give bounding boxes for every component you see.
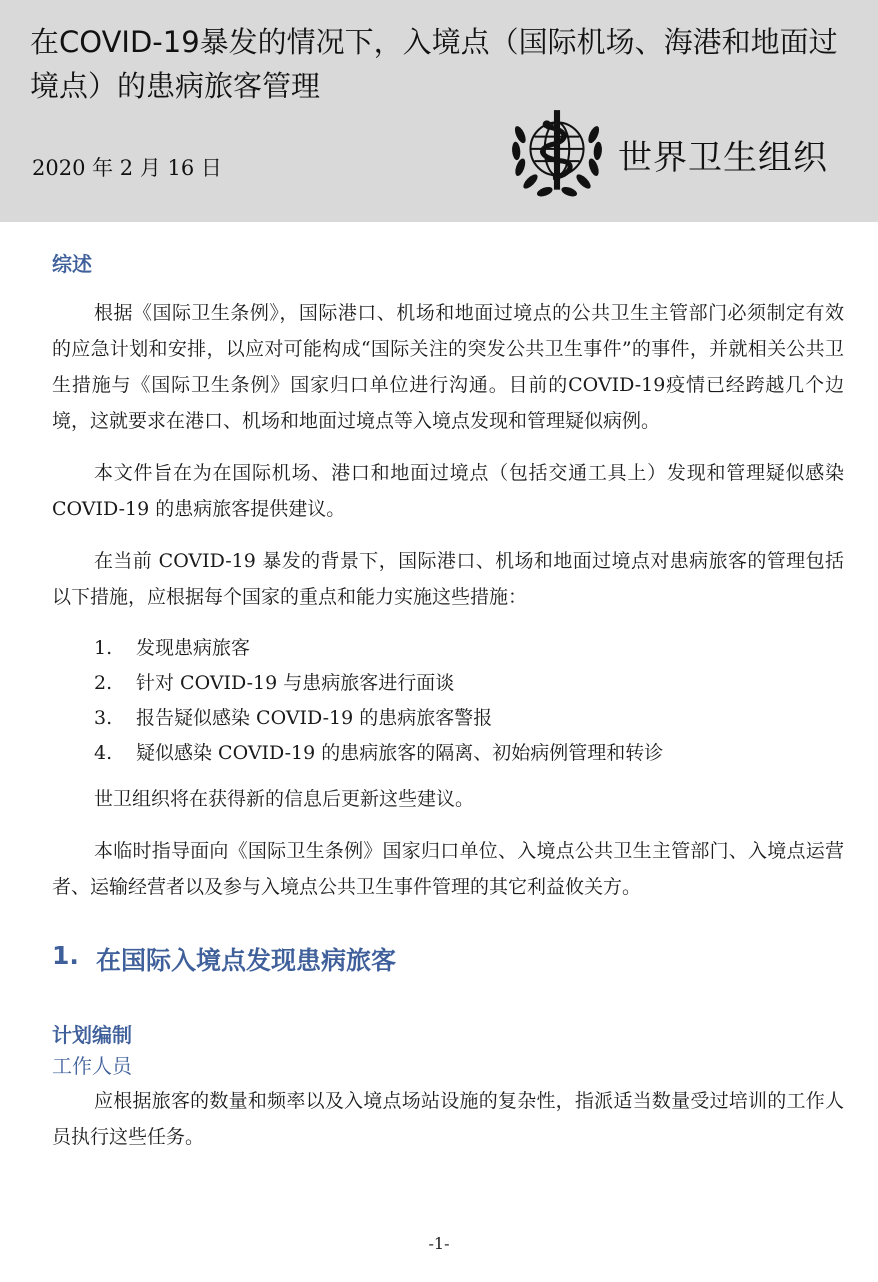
list-item-text: 疑似感染 COVID-19 的患病旅客的隔离、初始病例管理和转诊: [136, 742, 664, 764]
list-item: [52, 736, 844, 771]
document-date: 2020 年 2 月 16 日: [32, 156, 222, 180]
measures-list: [52, 631, 844, 771]
list-item-text: 针对 COVID-19 与患病旅客进行面谈: [136, 672, 455, 694]
section-number: 1.: [52, 941, 79, 970]
list-item-number: 2.: [94, 672, 113, 694]
list-item-text: 报告疑似感染 COVID-19 的患病旅客警报: [136, 707, 493, 729]
summary-paragraph: 本临时指导面向《国际卫生条例》国家归口单位、入境点公共卫生主管部门、入境点运营者、运输经营者以及参与入境点公共卫生事件管理的其它利益攸关方。: [52, 840, 844, 898]
summary-heading: 综述: [52, 252, 92, 276]
list-item-text: 发现患病旅客: [136, 637, 251, 659]
summary-paragraph: 世卫组织将在获得新的信息后更新这些建议。: [94, 788, 475, 810]
section-paragraph: 应根据旅客的数量和频率以及入境点场站设施的复杂性，指派适当数量受过培训的工作人员执行这些任务。: [52, 1090, 844, 1148]
document-header: [0, 0, 878, 222]
document-title: 在COVID-19暴发的情况下，入境点（国际机场、海港和地面过境点）的患病旅客管理: [30, 25, 838, 103]
subsubsection-heading: 工作人员: [52, 1054, 132, 1078]
list-item: [52, 666, 844, 701]
list-item: [52, 701, 844, 736]
list-item: [52, 631, 844, 666]
list-item-number: 4.: [94, 742, 113, 764]
summary-paragraph: 根据《国际卫生条例》，国际港口、机场和地面过境点的公共卫生主管部门必须制定有效的应急计划和安排，以应对可能构成“国际关注的突发公共卫生事件”的事件，并就相关公共卫生措施与《国际卫生条例》国家归口单位进行沟通。目前的COVID-19疫情已经跨越几个边境，这就要求在港口、机场和地面过境点等入境点发现和管理疑似病例。: [52, 302, 844, 432]
section-heading: [52, 941, 844, 977]
summary-paragraph: 在当前 COVID-19 暴发的背景下，国际港口、机场和地面过境点对患病旅客的管理包括以下措施，应根据每个国家的重点和能力实施这些措施：: [52, 550, 844, 608]
page-number: -1-: [428, 1234, 450, 1253]
list-item-number: 1.: [94, 637, 113, 659]
subsection-heading: 计划编制: [52, 1023, 132, 1047]
summary-paragraph: 本文件旨在为在国际机场、港口和地面过境点（包括交通工具上）发现和管理疑似感染 COVID-19 的患病旅客提供建议。: [52, 462, 844, 520]
list-item-number: 3.: [94, 707, 113, 729]
who-emblem-icon: [506, 104, 608, 206]
organization-name: 世界卫生组织: [618, 138, 828, 178]
document-body: [52, 248, 844, 1171]
section-title: 在国际入境点发现患病旅客: [96, 946, 397, 975]
